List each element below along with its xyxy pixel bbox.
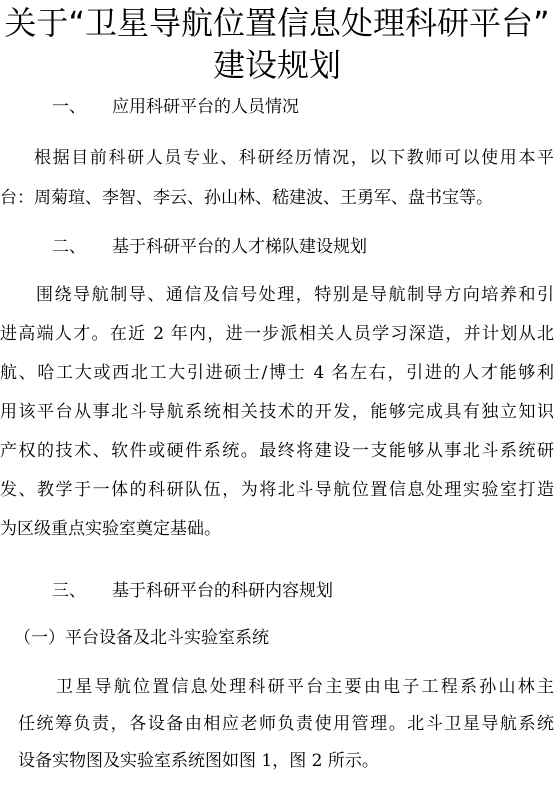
section1-heading: [52, 96, 299, 118]
section3-heading: [52, 580, 333, 602]
section2-line-1: 围绕导航制导、通信及信号处理，特别是导航制导方向培养和引: [36, 285, 554, 305]
section2-heading: [52, 236, 367, 258]
section3-number: 三、: [52, 581, 86, 601]
section3-paragraph: [0, 672, 554, 776]
section1-title: 应用科研平台的人员情况: [112, 97, 299, 117]
section3-line-3: 设备实物图及实验室系统图如图 1，图 2 所示。: [18, 751, 379, 771]
section2-line-6: 发、教学于一体的科研队伍，为将北斗导航位置信息处理实验室打造: [0, 480, 554, 500]
section2-number: 二、: [52, 237, 86, 257]
subsection1-title: 平台设备及北斗实验室系统: [65, 628, 269, 648]
section3-line-1: 卫星导航位置信息处理科研平台主要由电子工程系孙山林主: [56, 677, 554, 697]
section1-line-1: 根据目前科研人员专业、科研经历情况，以下教师可以使用本平: [34, 148, 554, 168]
section2-line-5: 产权的技术、软件或硬件系统。最终将建设一支能够从事北斗系统研: [0, 441, 554, 461]
section3-line-2: 任统筹负责，各设备由相应老师负责使用管理。北斗卫星导航系统: [18, 714, 554, 734]
section2-paragraph: [0, 280, 554, 544]
section3-title: 基于科研平台的科研内容规划: [112, 581, 333, 601]
subsection1-heading: [14, 627, 269, 649]
section1-line-2: 台：周菊瑄、李智、李云、孙山林、嵇建波、王勇军、盘书宝等。: [0, 188, 493, 208]
document-title-line2: 建设规划: [212, 46, 341, 84]
section2-line-4: 用该平台从事北斗导航系统相关技术的开发，能够完成具有独立知识: [0, 402, 554, 422]
section2-line-7: 为区级重点实验室奠定基础。: [0, 519, 221, 539]
section2-line-3: 航、哈工大或西北工大引进硕士/博士 4 名左右，引进的人才能够利: [0, 363, 554, 383]
subsection1-number: （一）: [14, 628, 65, 648]
section2-title: 基于科研平台的人才梯队建设规划: [112, 237, 367, 257]
document-title-line1: 关于“卫星导航位置信息处理科研平台”: [4, 4, 550, 42]
section1-number: 一、: [52, 97, 86, 117]
section2-line-2: 进高端人才。在近 2 年内，进一步派相关人员学习深造，并计划从北: [0, 324, 554, 344]
section1-paragraph: [0, 143, 554, 213]
